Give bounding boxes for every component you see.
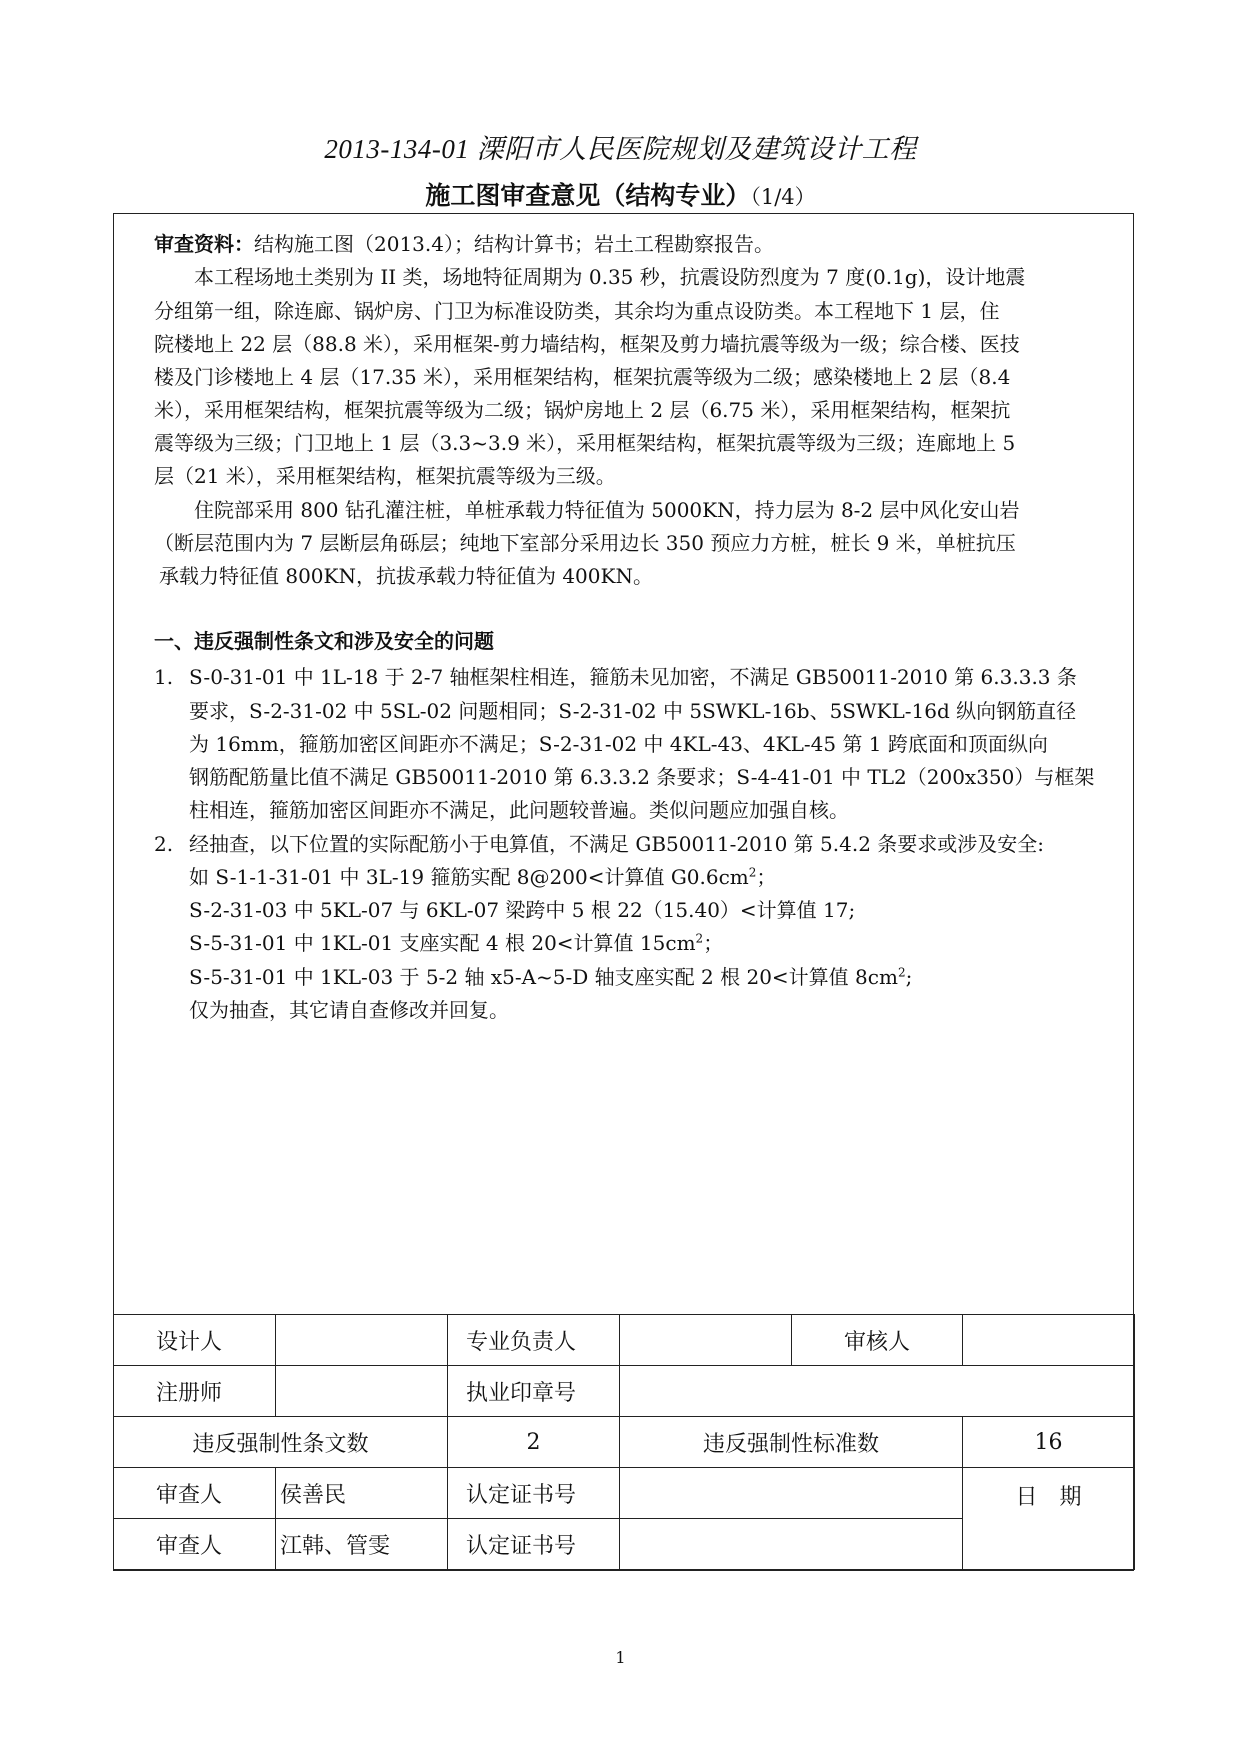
registered-value xyxy=(276,1366,448,1417)
overview-line: 层（21 米），采用框架结构，框架抗震等级为三级。 xyxy=(154,464,616,488)
unit-superscript: 2 xyxy=(897,965,906,980)
foundation-line: 住院部采用 800 钻孔灌注桩，单桩承载力特征值为 5000KN，持力层为 8-2 层中风化安山岩 xyxy=(194,498,1020,522)
item-line xyxy=(189,930,723,956)
mandatory-clause-label: 违反强制性条文数 xyxy=(114,1417,448,1468)
review-form xyxy=(113,213,1134,1571)
review-materials-label: 审查资料： xyxy=(154,232,254,256)
signoff-row xyxy=(114,1315,1135,1366)
mandatory-standard-label: 违反强制性标准数 xyxy=(620,1417,963,1468)
unit-superscript: 2 xyxy=(748,865,757,880)
document-title-text: 施工图审查意见（结构专业） xyxy=(425,181,751,210)
mandatory-standard-value: 16 xyxy=(963,1417,1135,1468)
seal-label: 执业印章号 xyxy=(448,1366,620,1417)
cert1-value xyxy=(620,1468,963,1519)
foundation-line: 承载力特征值 800KN，抗拔承载力特征值为 400KN。 xyxy=(159,564,653,588)
overview-line: 楼及门诊楼地上 4 层（17.35 米），采用框架结构，框架抗震等级为二级；感染楼地上 2 层（8.4 xyxy=(154,365,1011,389)
item-line-text: S-5-31-01 中 1KL-01 支座实配 4 根 20<计算值 15cm xyxy=(189,931,696,955)
overview-line: 米），采用框架结构，框架抗震等级为二级；锅炉房地上 2 层（6.75 米），采用框架结构，框架抗 xyxy=(154,398,1011,422)
cert1-label: 认定证书号 xyxy=(448,1468,620,1519)
unit-superscript: 2 xyxy=(695,931,704,946)
item-line: 为 16mm，箍筋加密区间距亦不满足；S-2-31-02 中 4KL-43、4KL-45 第 1 跨底面和顶面纵向 xyxy=(189,732,1048,756)
item-line: S-2-31-03 中 5KL-07 与 6KL-07 梁跨中 5 根 22（15.40）<计算值 17; xyxy=(189,898,856,922)
item-line: 柱相连，箍筋加密区间距亦不满足，此问题较普遍。类似问题应加强自核。 xyxy=(189,798,849,822)
item-number: 1. xyxy=(154,665,174,689)
cert2-label: 认定证书号 xyxy=(448,1519,620,1570)
date-label: 日 期 xyxy=(963,1468,1135,1570)
reviewer2-value: 江韩、管雯 xyxy=(276,1519,448,1570)
item-line: 要求，S-2-31-02 中 5SL-02 问题相同；S-2-31-02 中 5SWKL-16b、5SWKL-16d 纵向钢筋直径 xyxy=(189,699,1077,723)
item-line-text: S-5-31-01 中 1KL-03 于 5-2 轴 x5-A~5-D 轴支座实配 2 根 20<计算值 8cm xyxy=(189,965,898,989)
registered-label: 注册师 xyxy=(114,1366,276,1417)
item-number: 2. xyxy=(154,832,174,856)
signoff-row xyxy=(114,1417,1135,1468)
overview-line: 本工程场地土类别为 II 类，场地特征周期为 0.35 秒，抗震设防烈度为 7 度(0.1g)，设计地震 xyxy=(194,265,1026,289)
lead-value xyxy=(620,1315,792,1366)
checker-value xyxy=(963,1315,1135,1366)
cert2-value xyxy=(620,1519,963,1570)
project-title: 2013-134-01 溧阳市人民医院规划及建筑设计工程 xyxy=(324,134,917,164)
page-number: 1 xyxy=(615,1648,626,1667)
item-line: 钢筋配筋量比值不满足 GB50011-2010 第 6.3.3.2 条要求；S-4-41-01 中 TL2（200x350）与框架 xyxy=(189,765,1095,789)
foundation-line: （断层范围内为 7 层断层角砾层；纯地下室部分采用边长 350 预应力方桩，桩长 9 米，单桩抗压 xyxy=(154,531,1016,555)
designer-label: 设计人 xyxy=(114,1315,276,1366)
item-line-text: 如 S-1-1-31-01 中 3L-19 箍筋实配 8@200<计算值 G0.6cm xyxy=(189,865,749,889)
line-end-punct: ； xyxy=(756,865,777,889)
overview-line: 院楼地上 22 层（88.8 米），采用框架-剪力墙结构，框架及剪力墙抗震等级为一级；综合楼、医技 xyxy=(154,332,1020,356)
review-materials xyxy=(154,231,774,257)
reviewer1-value: 侯善民 xyxy=(276,1468,448,1519)
lead-label: 专业负责人 xyxy=(448,1315,620,1366)
item-line: S-0-31-01 中 1L-18 于 2-7 轴框架柱相连，箍筋未见加密，不满足 GB50011-2010 第 6.3.3.3 条 xyxy=(189,665,1077,689)
item-line: 经抽查，以下位置的实际配筋小于电算值，不满足 GB50011-2010 第 5.4.2 条要求或涉及安全: xyxy=(189,832,1045,856)
overview-line: 震等级为三级；门卫地上 1 层（3.3~3.9 米），采用框架结构，框架抗震等级为三级；连廊地上 5 xyxy=(154,431,1016,455)
document-page-fraction: （1/4） xyxy=(750,185,816,209)
item-line xyxy=(189,864,776,890)
signoff-table xyxy=(113,1314,1135,1570)
item-line xyxy=(189,964,912,990)
item-line: 仅为抽查，其它请自查修改并回复。 xyxy=(189,998,509,1022)
reviewer2-label: 审查人 xyxy=(114,1519,276,1570)
designer-value xyxy=(276,1315,448,1366)
mandatory-clause-value: 2 xyxy=(448,1417,620,1468)
signoff-row xyxy=(114,1468,1135,1519)
document-title xyxy=(0,176,1241,212)
line-end-punct: ; xyxy=(905,965,913,989)
overview-line: 分组第一组，除连廊、锅炉房、门卫为标准设防类，其余均为重点设防类。本工程地下 1 层，住 xyxy=(154,299,1000,323)
line-end-punct: ； xyxy=(703,931,724,955)
checker-label: 审核人 xyxy=(792,1315,963,1366)
seal-value xyxy=(620,1366,1135,1417)
reviewer1-label: 审查人 xyxy=(114,1468,276,1519)
section-heading: 一、违反强制性条文和涉及安全的问题 xyxy=(154,629,494,653)
signoff-row xyxy=(114,1366,1135,1417)
review-materials-text: 结构施工图（2013.4）；结构计算书；岩土工程勘察报告。 xyxy=(254,232,774,256)
review-content xyxy=(114,214,1133,1570)
